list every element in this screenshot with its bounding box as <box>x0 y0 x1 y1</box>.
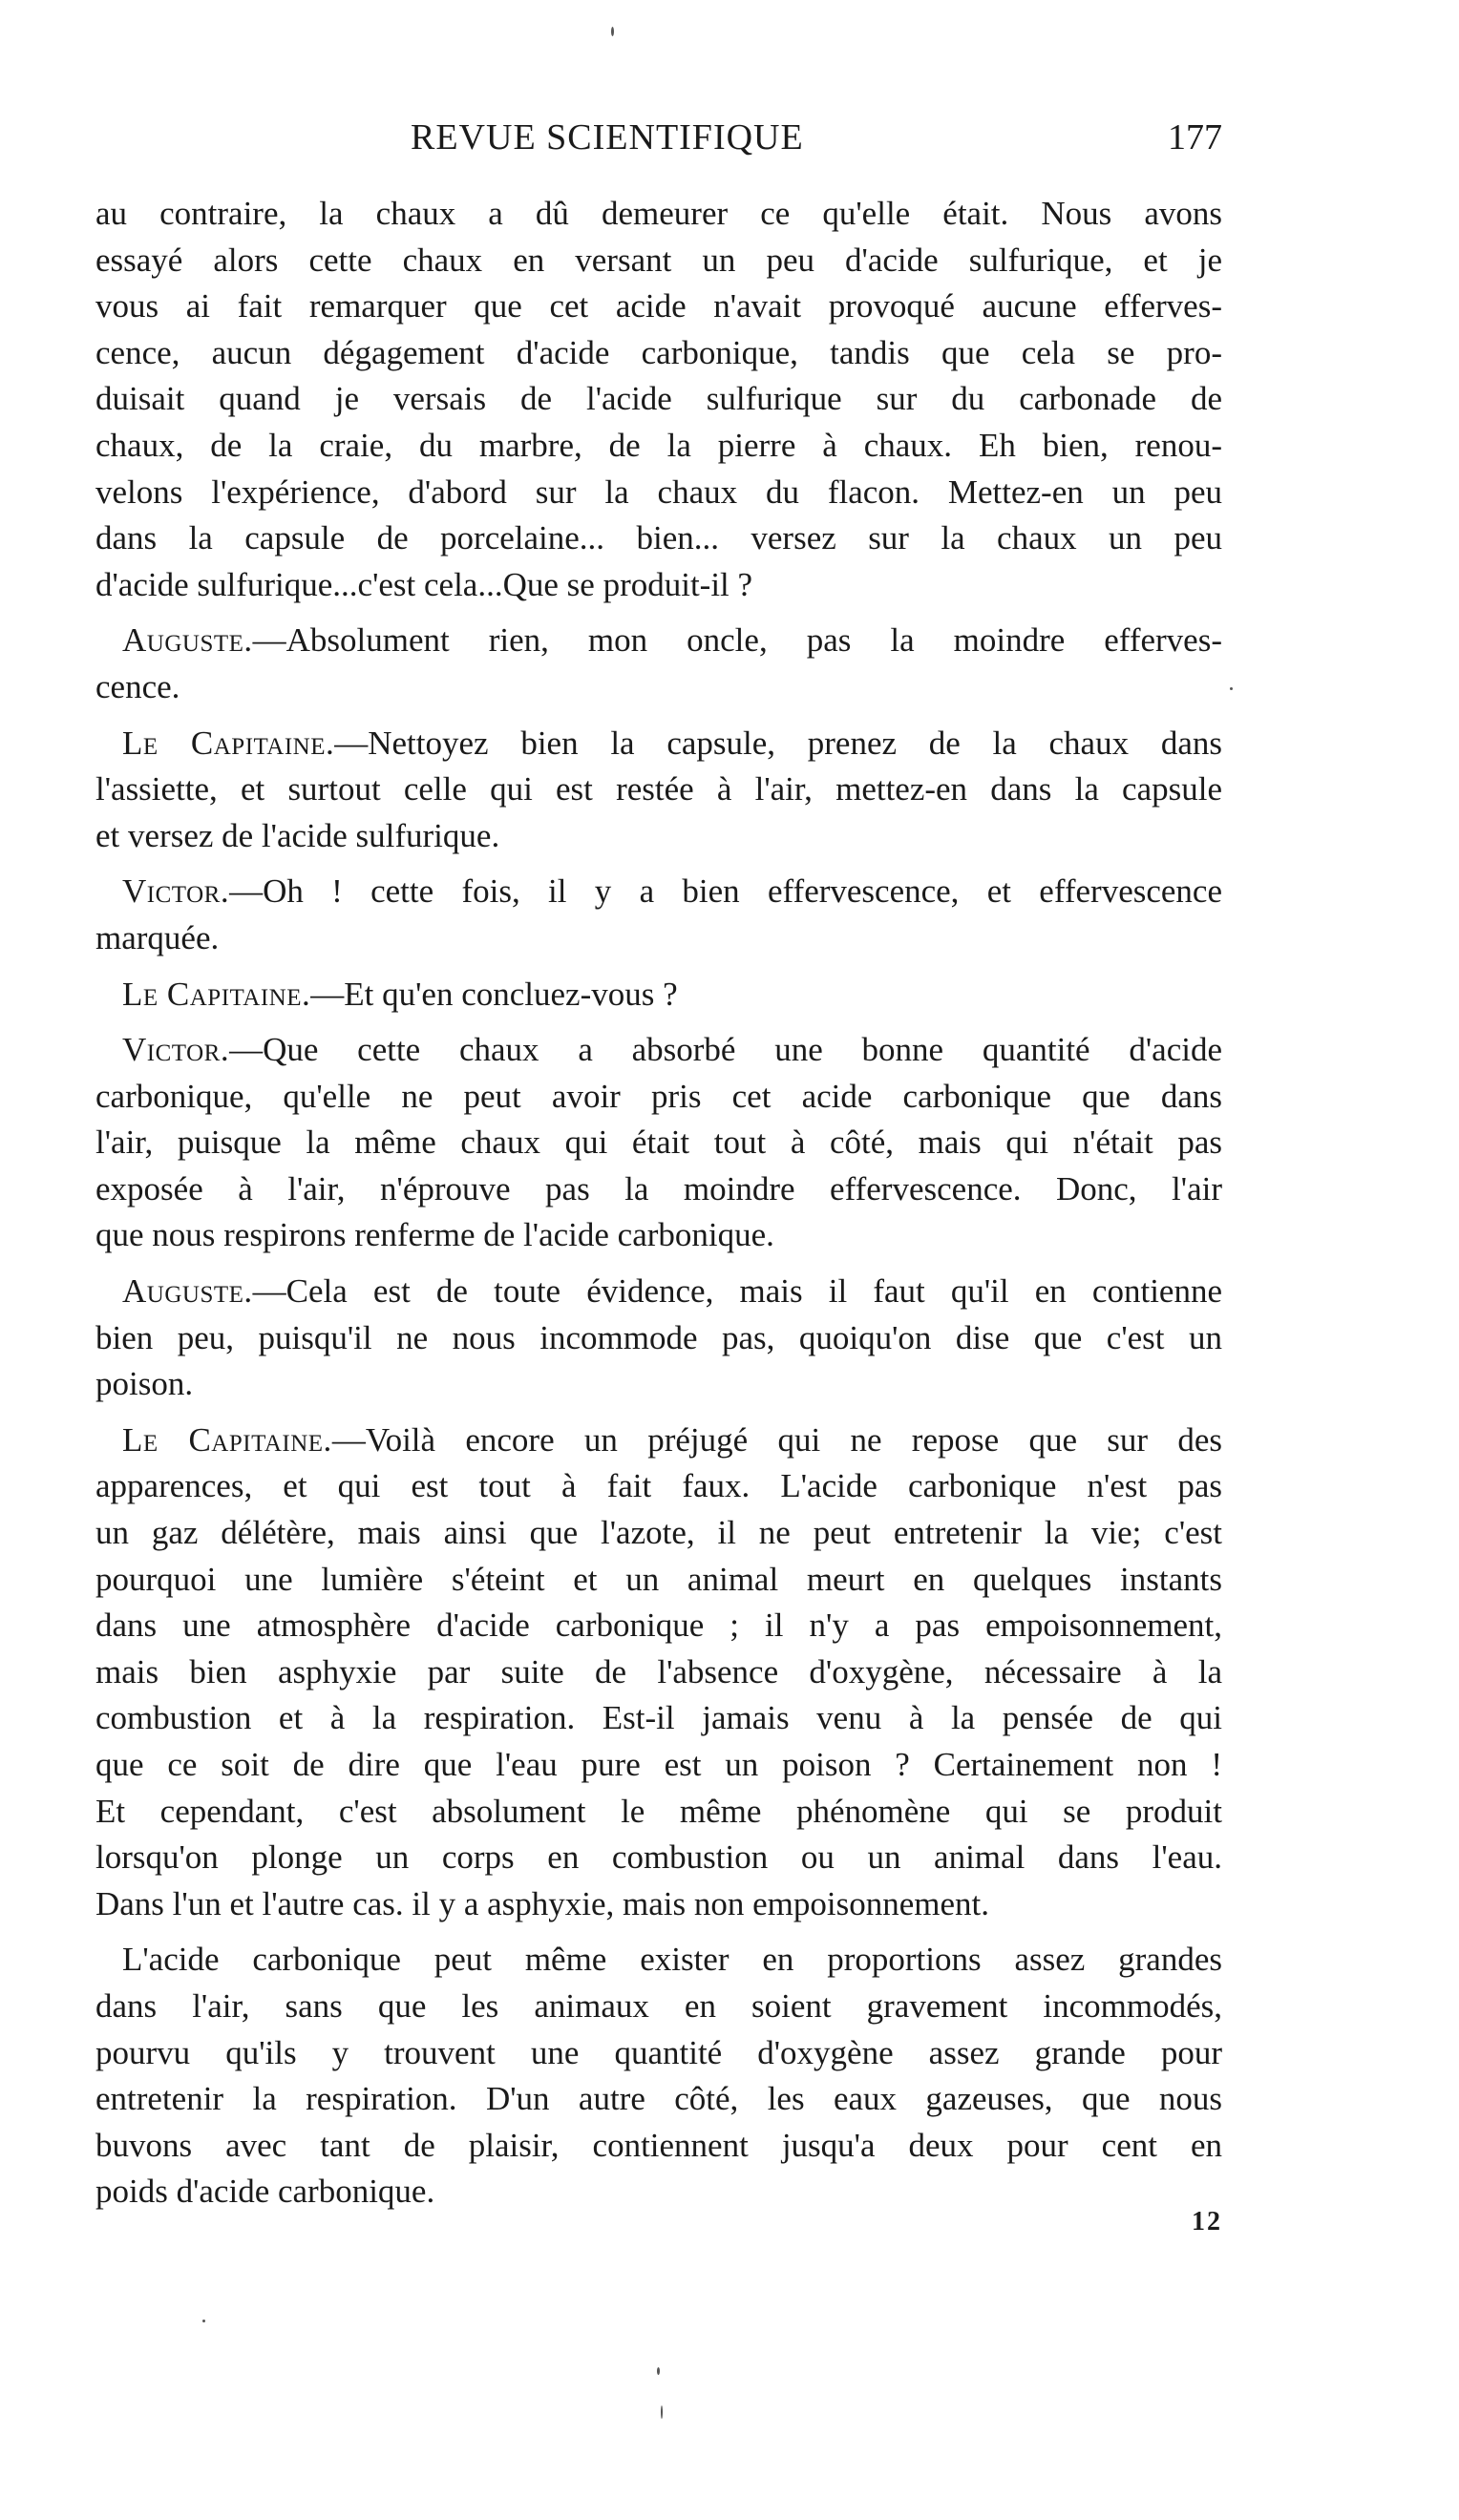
text-line <box>95 1269 1222 1315</box>
text-line: pourvu qu'ils y trouvent une quantité d'oxygène assez grande pour <box>95 2033 1222 2071</box>
text-line: velons l'expérience, d'abord sur la chaux du flacon. Mettez-en un peu <box>95 472 1222 511</box>
body-text <box>95 191 1222 2216</box>
line-text: —Et qu'en concluez-vous ? <box>310 975 678 1013</box>
line-text: —Cela est de toute évidence, mais il faut qu'il en contienne <box>252 1272 1222 1311</box>
scan-speck <box>1230 687 1233 690</box>
text-line <box>95 869 1222 915</box>
text-line: et versez de l'acide sulfurique. <box>95 816 500 854</box>
text-line: L'acide carbonique peut même exister en proportions assez grandes <box>122 1941 1222 1979</box>
speaker-name: Victor. <box>122 1031 230 1069</box>
speaker-name: Le Capitaine. <box>122 724 335 762</box>
text-line: d'acide sulfurique...c'est cela...Que se produit-il ? <box>95 565 753 603</box>
text-line <box>95 618 1222 664</box>
text-line: chaux, de la craie, du marbre, de la pierre à chaux. Eh bien, renou- <box>95 426 1222 464</box>
text-line: exposée à l'air, n'éprouve pas la moindre effervescence. Donc, l'air <box>95 1169 1222 1208</box>
scan-speck <box>657 2367 660 2375</box>
text-line: duisait quand je versais de l'acide sulfurique sur du carbonade de <box>95 380 1222 418</box>
text-line: poids d'acide carbonique. <box>95 2173 435 2211</box>
text-line: pourquoi une lumière s'éteint et un animal meurt en quelques instants <box>95 1560 1222 1598</box>
page-number: 177 <box>1168 117 1222 158</box>
text-line: au contraire, la chaux a dû demeurer ce qu'elle était. Nous avons <box>95 195 1222 232</box>
text-line: apparences, et qui est tout à fait faux. L'acide carbonique n'est pas <box>95 1467 1222 1505</box>
text-line: dans la capsule de porcelaine... bien... versez sur la chaux un peu <box>95 519 1222 557</box>
running-title: REVUE SCIENTIFIQUE <box>411 117 804 158</box>
line-text: —Voilà encore un préjugé qui ne repose que sur des <box>331 1420 1222 1459</box>
text-line: mais bien asphyxie par suite de l'absence d'oxygène, nécessaire à la <box>95 1652 1222 1690</box>
text-line: cence, aucun dégagement d'acide carbonique, tandis que cela se pro- <box>95 333 1222 371</box>
text-line: Et cependant, c'est absolument le même phénomène qui se produit <box>95 1792 1222 1830</box>
text-line: dans une atmosphère d'acide carbonique ; il n'y a pas empoisonnement, <box>95 1606 1222 1645</box>
speaker-name: Auguste. <box>122 621 253 660</box>
text-line: entretenir la respiration. D'un autre côté, les eaux gazeuses, que nous <box>95 2080 1222 2118</box>
text-line: que nous respirons renferme de l'acide carbonique. <box>95 1216 774 1254</box>
text-line <box>95 1027 1222 1074</box>
printer-signature-mark: 12 <box>1192 2207 1222 2236</box>
text-line <box>95 721 1222 767</box>
line-text: —Nettoyez bien la capsule, prenez de la chaux dans <box>334 724 1222 762</box>
text-line: un gaz délétère, mais ainsi que l'azote, il ne peut entretenir la vie; c'est <box>95 1514 1222 1552</box>
text-line: vous ai fait remarquer que cet acide n'avait provoqué aucune efferves- <box>95 287 1222 326</box>
text-line: que ce soit de dire que l'eau pure est un poison ? Certainement non ! <box>95 1746 1222 1783</box>
line-text: —Absolument rien, mon oncle, pas la moindre efferves- <box>252 621 1222 660</box>
speaker-name: Le Capitaine. <box>122 1420 332 1459</box>
text-line: poison. <box>95 1365 194 1403</box>
text-line: l'assiette, et surtout celle qui est restée à l'air, mettez-en dans la capsule <box>95 770 1222 808</box>
text-line: dans l'air, sans que les animaux en soient gravement incommodés, <box>95 1986 1222 2025</box>
speaker-name: Le Capitaine. <box>122 975 311 1013</box>
speaker-name: Victor. <box>122 872 230 911</box>
text-line: combustion et à la respiration. Est-il jamais venu à la pensée de qui <box>95 1699 1222 1737</box>
text-line: bien peu, puisqu'il ne nous incommode pas, quoiqu'on dise que c'est un <box>95 1318 1222 1356</box>
text-line: lorsqu'on plonge un corps en combustion ou un animal dans l'eau. <box>95 1838 1222 1877</box>
text-line: l'air, puisque la même chaux qui était tout à côté, mais qui n'était pas <box>95 1124 1222 1162</box>
text-line: Dans l'un et l'autre cas. il y a asphyxie, mais non empoisonnement. <box>95 1884 990 1922</box>
scan-speck <box>202 2320 205 2322</box>
text-line <box>95 972 1222 1018</box>
line-text: —Que cette chaux a absorbé une bonne quantité d'acide <box>229 1031 1222 1069</box>
speaker-name: Auguste. <box>122 1272 253 1311</box>
line-text: —Oh ! cette fois, il y a bien effervescence, et effervescence <box>229 872 1222 911</box>
text-line <box>95 1418 1222 1464</box>
text-line: cence. <box>95 667 180 705</box>
text-line: buvons avec tant de plaisir, contiennent jusqu'a deux pour cent en <box>95 2126 1222 2164</box>
text-line: essayé alors cette chaux en versant un peu d'acide sulfurique, et je <box>95 241 1222 279</box>
text-line: carbonique, qu'elle ne peut avoir pris cet acide carbonique que dans <box>95 1077 1222 1115</box>
scan-speck <box>661 2405 663 2419</box>
text-line: marquée. <box>95 918 220 956</box>
running-head <box>95 116 1222 164</box>
scan-speck <box>611 27 614 36</box>
